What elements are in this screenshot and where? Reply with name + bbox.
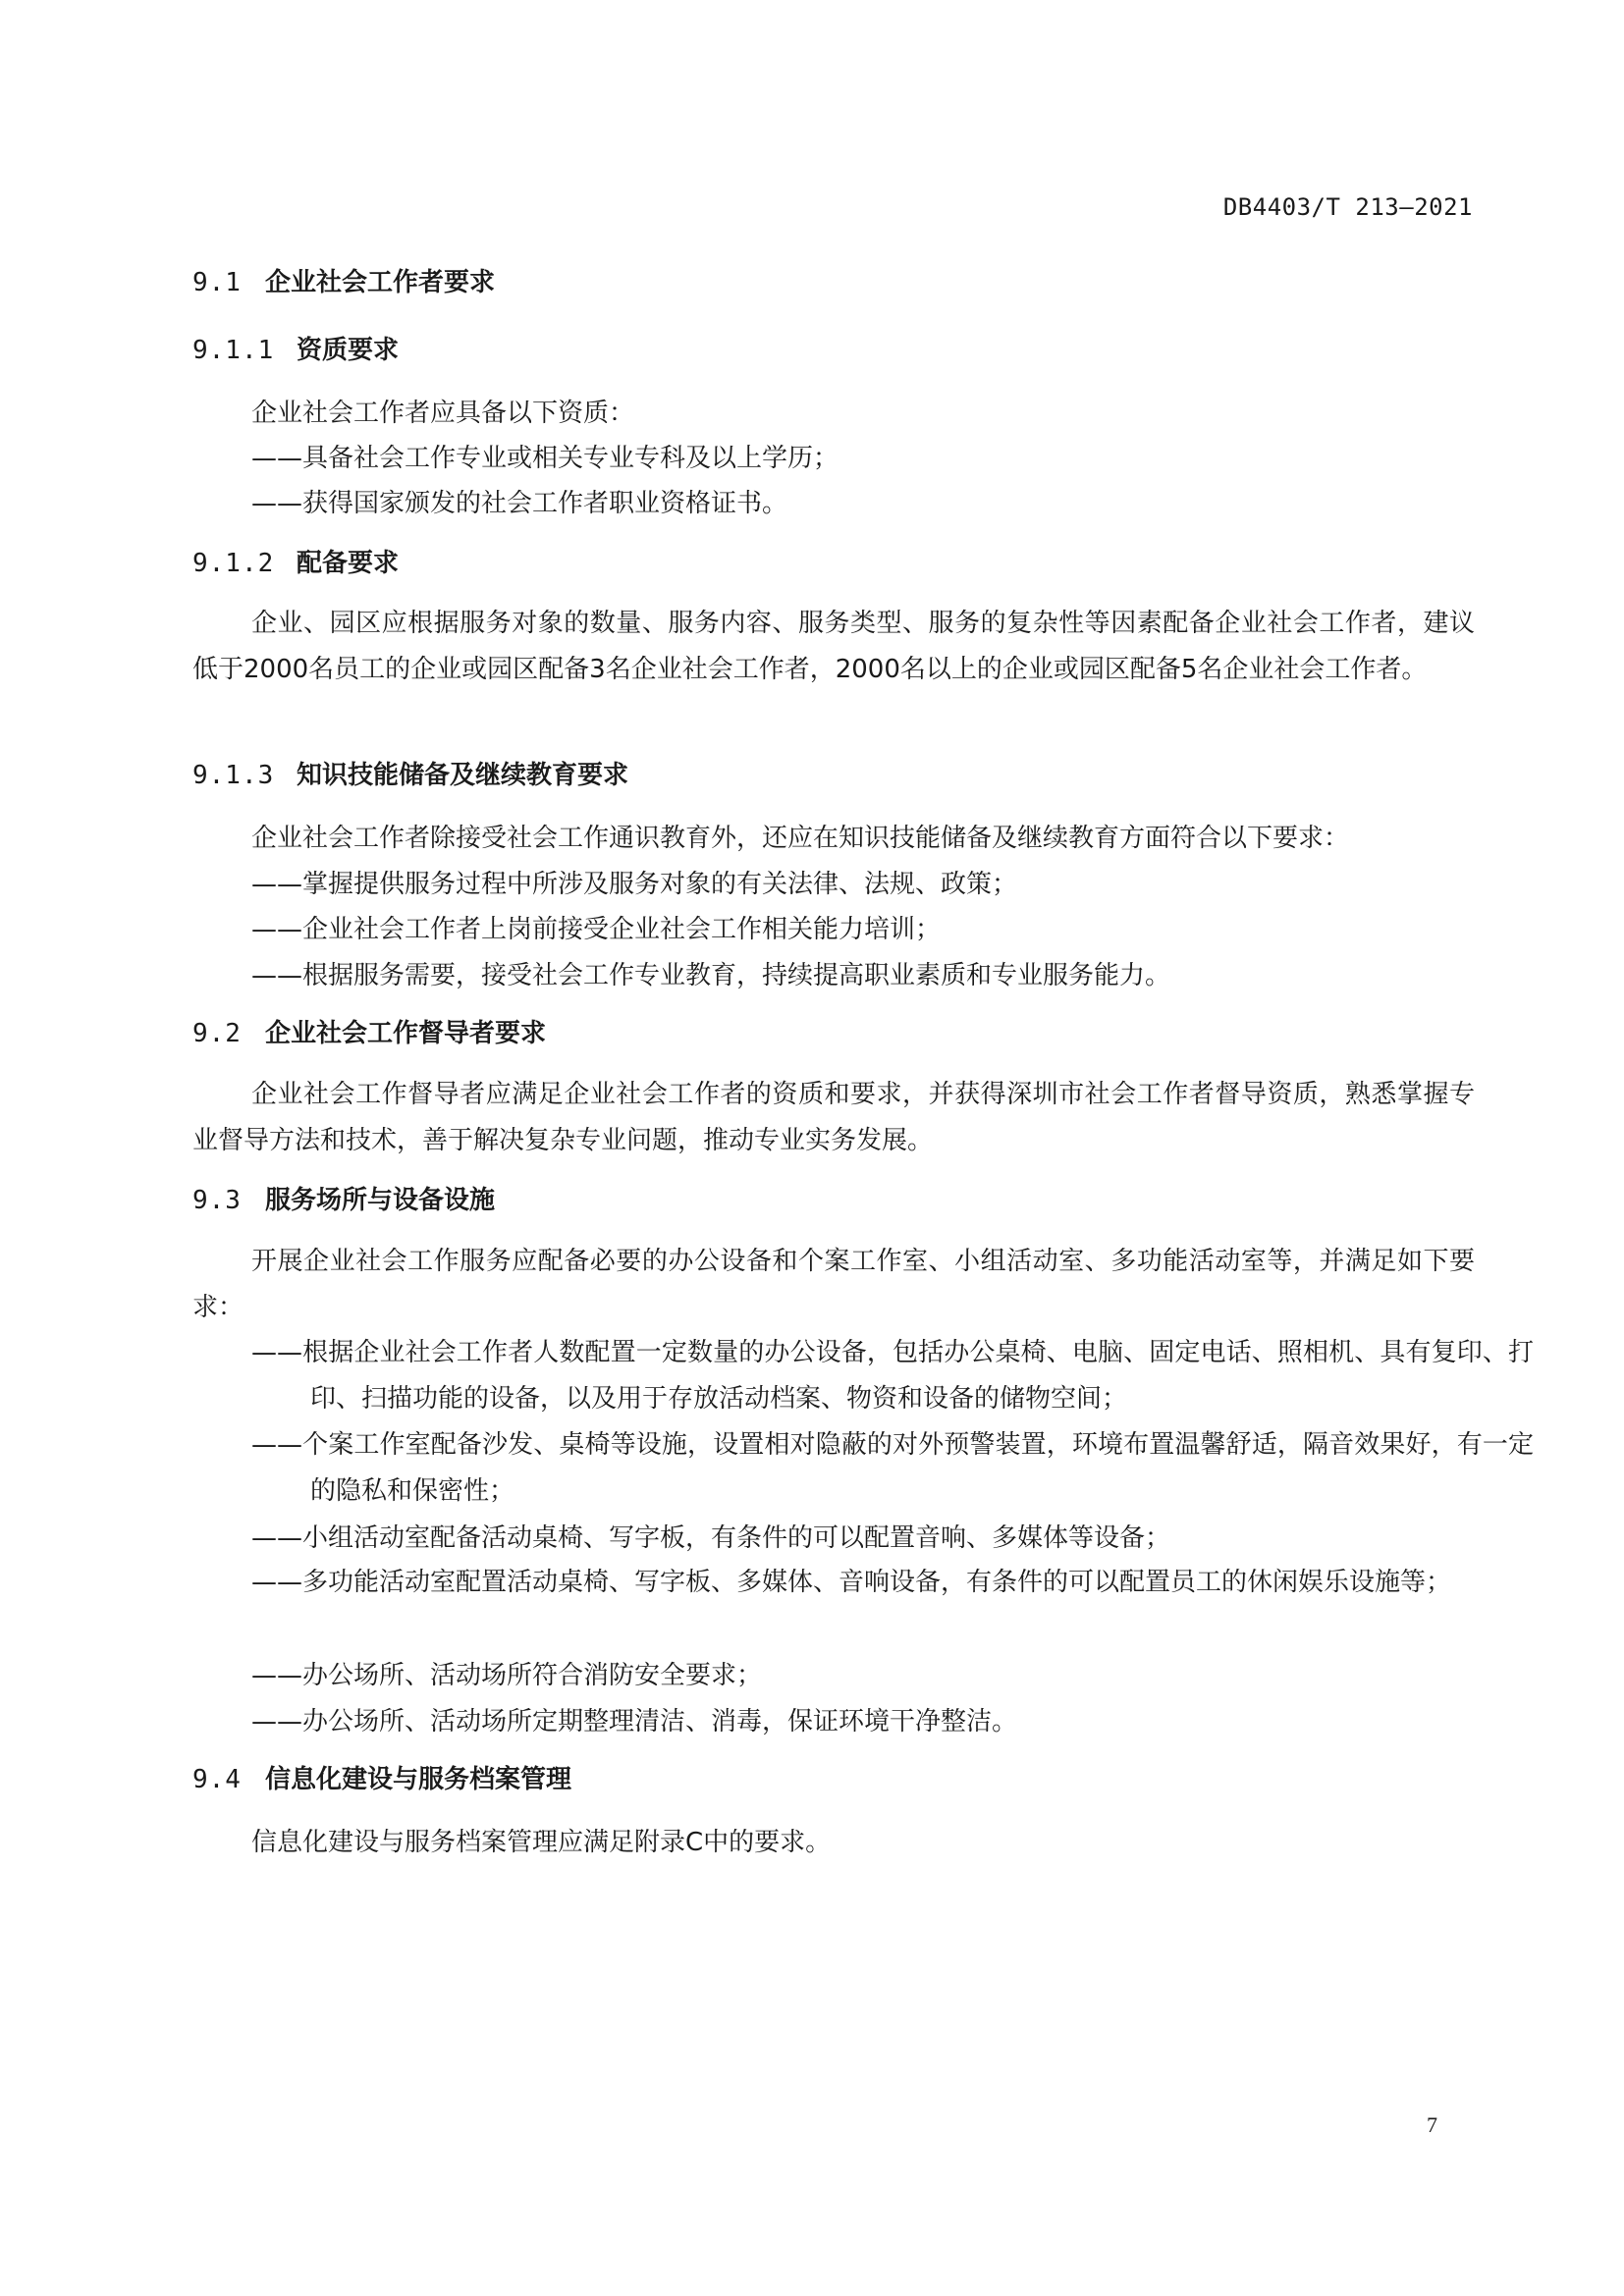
heading-title: 服务场所与设备设施	[265, 1186, 496, 1215]
heading-number: 9.1.3	[192, 761, 275, 790]
heading-9-4	[192, 1763, 571, 1796]
paragraph-9-2: 企业社会工作督导者应满足企业社会工作者的资质和要求，并获得深圳市社会工作者督导资质，熟悉掌握专业督导方法和技术，善于解决复杂专业问题，推动专业实务发展。	[192, 1080, 1475, 1155]
paragraph-9-1-1-intro: 企业社会工作者应具备以下资质：	[251, 399, 635, 428]
list-item: ——个案工作室配备沙发、桌椅等设施，设置相对隐蔽的对外预警装置，环境布置温馨舒适，隔音效果好，有一定的隐私和保密性；	[251, 1430, 1534, 1506]
heading-number: 9.3	[192, 1186, 242, 1215]
heading-number: 9.1.1	[192, 336, 275, 365]
heading-9-2	[192, 1017, 546, 1050]
list-item: ——办公场所、活动场所符合消防安全要求；	[251, 1661, 763, 1690]
paragraph-9-1-2: 企业、园区应根据服务对象的数量、服务内容、服务类型、服务的复杂性等因素配备企业社会工作者，建议低于2000名员工的企业或园区配备3名企业社会工作者，2000名以上的企业或园区配备5名企业社会工作者。	[192, 609, 1475, 684]
heading-number: 9.2	[192, 1019, 242, 1048]
list-item: ——多功能活动室配置活动桌椅、写字板、多媒体、音响设备，有条件的可以配置员工的休闲娱乐设施等；	[251, 1568, 1452, 1597]
heading-title: 知识技能储备及继续教育要求	[297, 761, 629, 790]
heading-title: 配备要求	[297, 549, 400, 578]
heading-title: 企业社会工作者要求	[265, 268, 496, 297]
paragraph-9-4: 信息化建设与服务档案管理应满足附录C中的要求。	[251, 1828, 832, 1857]
paragraph-9-3-intro: 开展企业社会工作服务应配备必要的办公设备和个案工作室、小组活动室、多功能活动室等，并满足如下要求：	[192, 1247, 1475, 1322]
heading-9-1-1	[192, 334, 399, 367]
list-item: ——掌握提供服务过程中所涉及服务对象的有关法律、法规、政策；	[251, 870, 1018, 899]
heading-number: 9.1.2	[192, 549, 275, 578]
heading-number: 9.4	[192, 1765, 242, 1794]
heading-9-1-3	[192, 759, 628, 792]
paragraph-9-1-3-intro: 企业社会工作者除接受社会工作通识教育外，还应在知识技能储备及继续教育方面符合以下要求：	[251, 824, 1350, 853]
list-item: ——具备社会工作专业或相关专业专科及以上学历；	[251, 444, 839, 473]
heading-title: 信息化建设与服务档案管理	[265, 1765, 572, 1794]
page-number: 7	[1427, 2112, 1437, 2137]
heading-9-1	[192, 266, 495, 299]
list-item: ——办公场所、活动场所定期整理清洁、消毒，保证环境干净整洁。	[251, 1707, 1018, 1736]
heading-number: 9.1	[192, 268, 242, 297]
list-item: ——根据服务需要，接受社会工作专业教育，持续提高职业素质和专业服务能力。	[251, 961, 1171, 990]
list-item: ——企业社会工作者上岗前接受企业社会工作相关能力培训；	[251, 915, 942, 944]
heading-9-1-2	[192, 547, 399, 580]
list-item: ——根据企业社会工作者人数配置一定数量的办公设备，包括办公桌椅、电脑、固定电话、照相机、具有复印、打印、扫描功能的设备，以及用于存放活动档案、物资和设备的储物空间；	[251, 1338, 1534, 1414]
list-item: ——小组活动室配备活动桌椅、写字板，有条件的可以配置音响、多媒体等设备；	[251, 1523, 1171, 1553]
heading-title: 资质要求	[297, 336, 400, 365]
list-item: ——获得国家颁发的社会工作者职业资格证书。	[251, 489, 788, 518]
document-code: DB4403/T 213—2021	[1222, 193, 1473, 221]
heading-title: 企业社会工作督导者要求	[265, 1019, 547, 1048]
heading-9-3	[192, 1184, 495, 1217]
